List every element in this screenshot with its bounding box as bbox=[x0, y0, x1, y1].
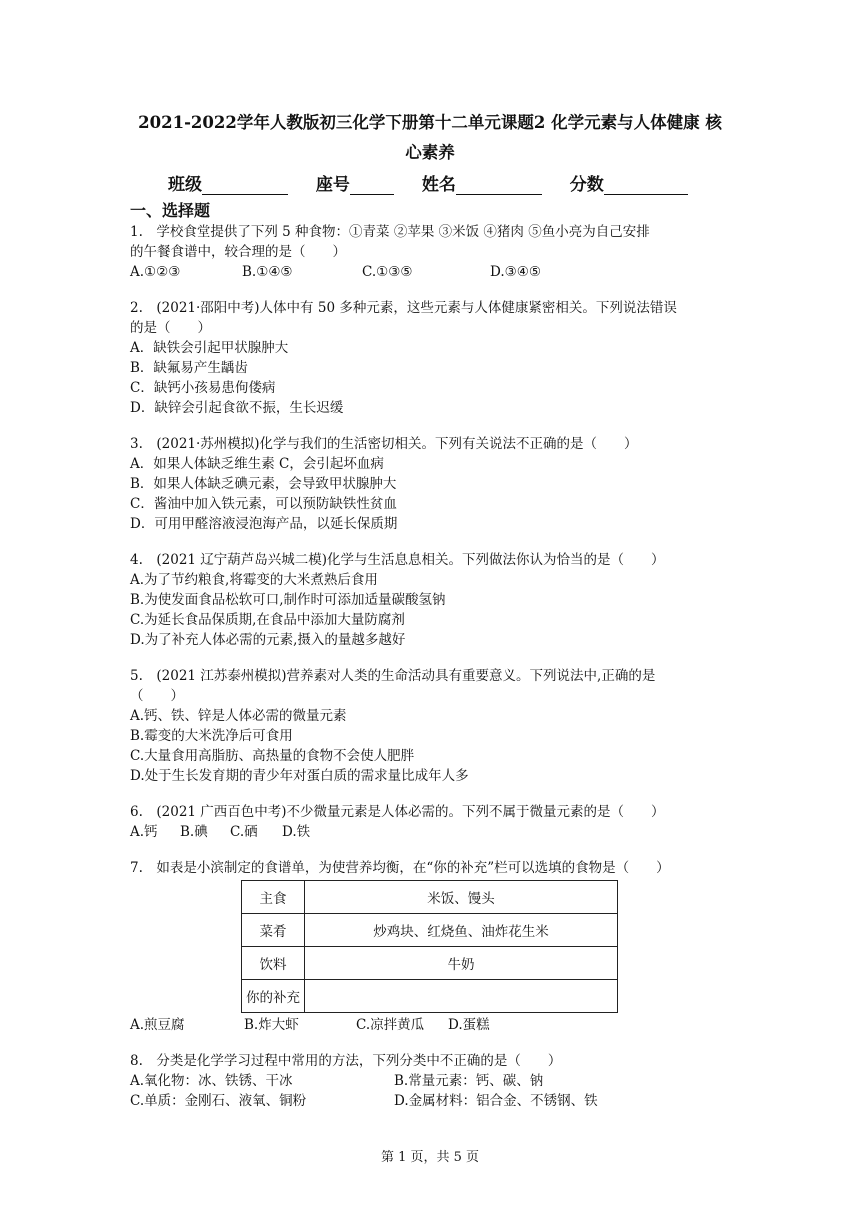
menu-table bbox=[241, 880, 618, 1013]
option-a[interactable]: A.煎豆腐 bbox=[130, 1017, 185, 1033]
question-text: 1. 学校食堂提供了下列 5 种食物：①青菜 ②苹果 ③米饭 ④猪肉 ⑤鱼小亮为自己安排 bbox=[130, 224, 650, 240]
option-b[interactable]: B.霉变的大米洗净后可食用 bbox=[130, 728, 293, 744]
option-a[interactable]: A．如果人体缺乏维生素 C，会引起坏血病 bbox=[130, 456, 384, 472]
question-text: （ ） bbox=[130, 688, 184, 704]
table-row bbox=[242, 947, 618, 980]
option-c[interactable]: C.大量食用高脂肪、高热量的食物不会使人肥胖 bbox=[130, 748, 415, 764]
question-4 bbox=[130, 550, 730, 650]
option-a[interactable]: A．缺铁会引起甲状腺肿大 bbox=[130, 340, 289, 356]
option-d[interactable]: D．缺锌会引起食欲不振，生长迟缓 bbox=[130, 400, 344, 416]
question-text: 的是（ ） bbox=[130, 320, 211, 336]
title-line-2: 心素养 bbox=[405, 143, 455, 162]
option-b[interactable]: B.碘 bbox=[180, 824, 208, 840]
option-b[interactable]: B.①④⑤ bbox=[242, 264, 293, 280]
question-5 bbox=[130, 666, 730, 786]
option-c[interactable]: C．酱油中加入铁元素，可以预防缺铁性贫血 bbox=[130, 496, 397, 512]
option-d[interactable]: D.为了补充人体必需的元素,摄入的量越多越好 bbox=[130, 632, 406, 648]
table-row bbox=[242, 980, 618, 1013]
option-b[interactable]: B.常量元素：钙、碳、钠 bbox=[394, 1073, 544, 1089]
question-6 bbox=[130, 802, 730, 842]
question-text: 的午餐食谱中，较合理的是（ ） bbox=[130, 244, 346, 260]
option-a[interactable]: A.钙 bbox=[130, 824, 158, 840]
option-b[interactable]: B．如果人体缺乏碘元素，会导致甲状腺肿大 bbox=[130, 476, 397, 492]
option-c[interactable]: C.凉拌黄瓜 bbox=[356, 1017, 425, 1033]
option-b[interactable]: B.炸大虾 bbox=[244, 1017, 299, 1033]
question-text: 7. 如表是小滨制定的食谱单，为使营养均衡，在“你的补充”栏可以选填的食物是（ ） bbox=[130, 860, 670, 876]
table-cell-label: 菜肴 bbox=[242, 914, 305, 947]
score-blank[interactable] bbox=[604, 176, 688, 195]
section-heading: 一、选择题 bbox=[130, 201, 211, 220]
option-row bbox=[130, 262, 730, 282]
class-blank[interactable] bbox=[202, 176, 288, 195]
option-row bbox=[130, 1015, 730, 1035]
option-d[interactable]: D.处于生长发育期的青少年对蛋白质的需求量比成年人多 bbox=[130, 768, 469, 784]
option-b[interactable]: B．缺氟易产生龋齿 bbox=[130, 360, 248, 376]
question-text: 5. (2021 江苏泰州模拟)营养素对人类的生命活动具有重要意义。下列说法中,正确的是 bbox=[130, 668, 656, 684]
question-1 bbox=[130, 222, 730, 282]
question-text: 8. 分类是化学学习过程中常用的方法，下列分类中不正确的是（ ） bbox=[130, 1053, 562, 1069]
option-c[interactable]: C.①③⑤ bbox=[362, 264, 413, 280]
table-cell-label: 饮料 bbox=[242, 947, 305, 980]
option-d[interactable]: D．可用甲醛溶液浸泡海产品，以延长保质期 bbox=[130, 516, 398, 532]
option-c[interactable]: C.单质：金刚石、液氧、铜粉 bbox=[130, 1093, 307, 1109]
table-cell-value: 炒鸡块、红烧鱼、油炸花生米 bbox=[305, 914, 618, 947]
page-footer: 第 1 页，共 5 页 bbox=[380, 1150, 480, 1165]
option-d[interactable]: D.铁 bbox=[282, 824, 311, 840]
question-3 bbox=[130, 434, 730, 534]
option-a[interactable]: A.钙、铁、锌是人体必需的微量元素 bbox=[130, 708, 347, 724]
question-text: 4. (2021 辽宁葫芦岛兴城二模)化学与生活息息相关。下列做法你认为恰当的是（ ） bbox=[130, 552, 665, 568]
option-row bbox=[130, 1091, 730, 1111]
question-7 bbox=[130, 858, 730, 1035]
option-d[interactable]: D.③④⑤ bbox=[490, 264, 541, 280]
table-cell-value: 米饭、馒头 bbox=[305, 881, 618, 914]
option-d[interactable]: D.金属材料：铝合金、不锈钢、铁 bbox=[394, 1093, 598, 1109]
class-field: 班级 bbox=[168, 170, 288, 195]
question-text: 3. (2021·苏州模拟)化学与我们的生活密切相关。下列有关说法不正确的是（ ） bbox=[130, 436, 638, 452]
table-cell-label: 主食 bbox=[242, 881, 305, 914]
option-a[interactable]: A.氧化物：冰、铁锈、干冰 bbox=[130, 1073, 293, 1089]
document-title bbox=[110, 108, 750, 168]
option-row bbox=[130, 1071, 730, 1091]
option-c[interactable]: C.硒 bbox=[230, 824, 258, 840]
question-text: 6. (2021 广西百色中考)不少微量元素是人体必需的。下列不属于微量元素的是（ ） bbox=[130, 804, 665, 820]
option-a[interactable]: A.为了节约粮食,将霉变的大米煮熟后食用 bbox=[130, 572, 378, 588]
questions bbox=[130, 222, 730, 1111]
seat-blank[interactable] bbox=[350, 176, 394, 195]
score-field: 分数 bbox=[570, 170, 688, 195]
question-2 bbox=[130, 298, 730, 418]
option-b[interactable]: B.为使发面食品松软可口,制作时可添加适量碳酸氢钠 bbox=[130, 592, 446, 608]
question-8 bbox=[130, 1051, 730, 1111]
student-info-row bbox=[168, 170, 708, 195]
table-cell-value[interactable] bbox=[305, 980, 618, 1013]
option-d[interactable]: D.蛋糕 bbox=[448, 1017, 490, 1033]
table-cell-label: 你的补充 bbox=[242, 980, 305, 1013]
option-row bbox=[130, 822, 730, 842]
name-field: 姓名 bbox=[422, 170, 542, 195]
table-cell-value: 牛奶 bbox=[305, 947, 618, 980]
table-row bbox=[242, 914, 618, 947]
table-row bbox=[242, 881, 618, 914]
seat-field: 座号 bbox=[316, 170, 394, 195]
option-a[interactable]: A.①②③ bbox=[130, 264, 181, 280]
question-text: 2. (2021·邵阳中考)人体中有 50 多种元素，这些元素与人体健康紧密相关。下列说法错误 bbox=[130, 300, 677, 316]
option-c[interactable]: C.为延长食品保质期,在食品中添加大量防腐剂 bbox=[130, 612, 405, 628]
option-c[interactable]: C．缺钙小孩易患佝偻病 bbox=[130, 380, 276, 396]
title-line-1: 2021-2022学年人教版初三化学下册第十二单元课题2 化学元素与人体健康 核 bbox=[138, 113, 722, 132]
name-blank[interactable] bbox=[456, 176, 542, 195]
